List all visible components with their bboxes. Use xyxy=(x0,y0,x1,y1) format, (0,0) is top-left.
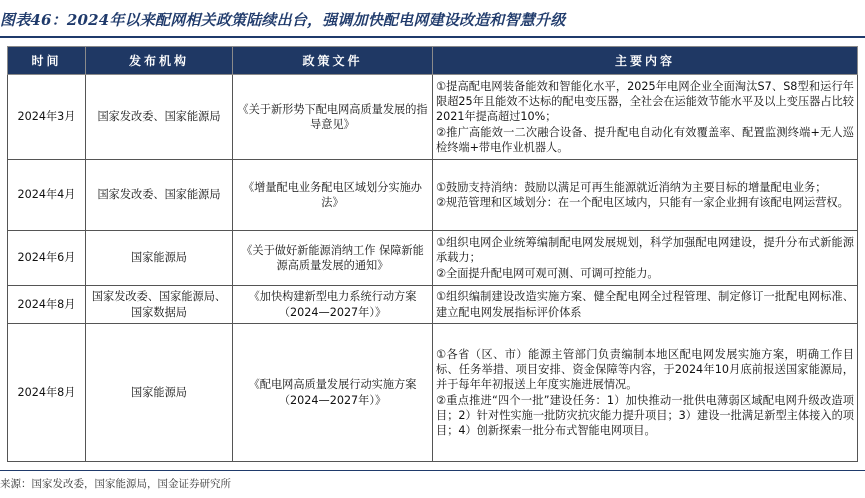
content-paragraph: ②重点推进“四个一批”建设任务：1）加快推动一批供电薄弱区域配电网升级改造项目；2）针对性实施一批防灾抗灾能力提升项目；3）建设一批满足新型主体接入的项目；4）创新探索一批分布式智能电网项目。 xyxy=(436,393,854,437)
row-content xyxy=(433,75,858,160)
row-agency: 国家发改委、国家能源局 xyxy=(86,160,233,231)
row-time: 2024年4月 xyxy=(8,160,86,231)
table-row xyxy=(8,75,858,160)
bottom-divider xyxy=(0,470,865,471)
source-note: 来源：国家发改委，国家能源局，国金证券研究所 xyxy=(0,478,231,490)
row-time: 2024年8月 xyxy=(8,286,86,324)
header-agency: 发布机构 xyxy=(86,47,233,75)
row-content xyxy=(433,231,858,286)
content-paragraph: ①各省（区、市）能源主管部门负责编制本地区配电网发展实施方案，明确工作目标、任务举措、项目安排、资金保障等内容，于2024年10月底前报送国家能源局，并于每年年初报送上年度实施进展情况。 xyxy=(436,347,854,392)
header-content: 主要内容 xyxy=(433,47,858,75)
row-agency: 国家发改委、国家能源局 xyxy=(86,75,233,160)
row-document: 《配电网高质量发展行动实施方案（2024—2027年）》 xyxy=(233,324,433,462)
row-content xyxy=(433,160,858,231)
content-paragraph: ①鼓励支持消纳：鼓励以满足可再生能源就近消纳为主要目标的增量配电业务； xyxy=(436,180,827,194)
table-header-row xyxy=(8,47,858,75)
row-document: 《关于做好新能源消纳工作 保障新能源高质量发展的通知》 xyxy=(233,231,433,286)
row-document: 《关于新形势下配电网高质量发展的指导意见》 xyxy=(233,75,433,160)
row-document: 《增量配电业务配电区域划分实施办法》 xyxy=(233,160,433,231)
table-row xyxy=(8,160,858,231)
content-paragraph: ②推广高能效一二次融合设备、提升配电自动化有效覆盖率、配置监测终端+无人巡检终端+带电作业机器人。 xyxy=(436,125,854,154)
content-paragraph: ②全面提升配电网可观可测、可调可控能力。 xyxy=(436,266,659,280)
title-divider xyxy=(0,36,865,38)
table-row xyxy=(8,324,858,462)
table-row xyxy=(8,231,858,286)
content-paragraph: ①组织编制建设改造实施方案、健全配电网全过程管理、制定修订一批配电网标准、建立配电网发展指标评价体系 xyxy=(436,290,854,319)
content-paragraph: ①组织电网企业统筹编制配电网发展规划，科学加强配电网建设，提升分布式新能源承载力； xyxy=(436,236,854,265)
row-content xyxy=(433,286,858,324)
content-paragraph: ②规范管理和区域划分：在一个配电区域内，只能有一家企业拥有该配电网运营权。 xyxy=(436,196,849,209)
table-row xyxy=(8,286,858,324)
policy-table xyxy=(7,46,858,462)
header-time: 时间 xyxy=(8,47,86,75)
row-agency: 国家能源局 xyxy=(86,231,233,286)
row-agency: 国家能源局 xyxy=(86,324,233,462)
row-agency: 国家发改委、国家能源局、国家数据局 xyxy=(86,286,233,324)
row-time: 2024年6月 xyxy=(8,231,86,286)
row-content xyxy=(433,324,858,462)
row-document: 《加快构建新型电力系统行动方案（2024—2027年）》 xyxy=(233,286,433,324)
chart-title: 图表46：2024年以来配网相关政策陆续出台，强调加快配电网建设改造和智慧升级 xyxy=(0,11,566,29)
row-time: 2024年8月 xyxy=(8,324,86,462)
row-time: 2024年3月 xyxy=(8,75,86,160)
header-document: 政策文件 xyxy=(233,47,433,75)
content-paragraph: ①提高配电网装备能效和智能化水平，2025年电网企业全面淘汰S7、S8型和运行年限超25年且能效不达标的配电变压器，全社会在运能效节能水平及以上变压器占比较2021年提高超过10%； xyxy=(436,79,854,124)
